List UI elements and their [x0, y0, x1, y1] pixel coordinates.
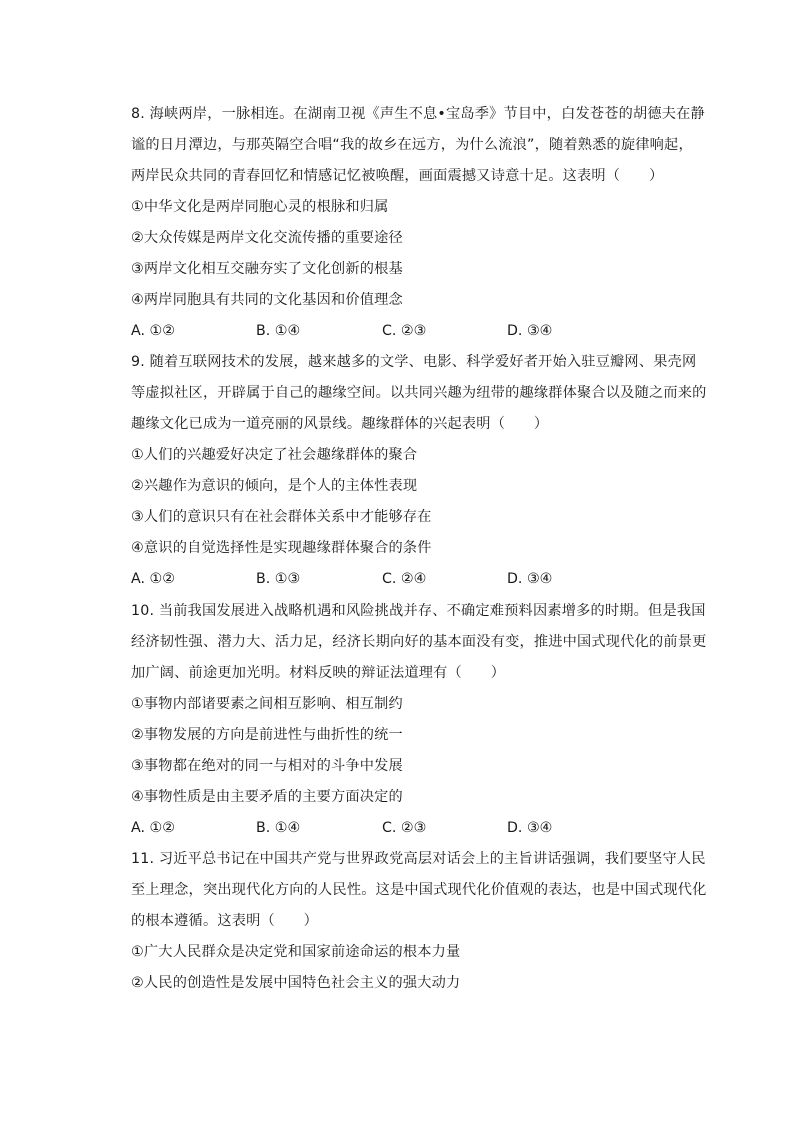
question-10-statement-2: ②事物发展的方向是前进性与曲折性的统一 [131, 727, 403, 743]
question-9-line-2: 等虚拟社区，开辟属于自己的趣缘空间。以共同兴趣为纽带的趣缘群体聚合以及随之而来的 [131, 385, 707, 401]
question-9-option-b: B. ①③ [256, 571, 301, 587]
question-8-statement-2: ②大众传媒是两岸文化交流传播的重要途径 [131, 230, 403, 246]
question-11-line-2: 至上理念，突出现代化方向的人民性。这是中国式现代化价值观的表达，也是中国式现代化 [131, 882, 707, 898]
question-11-statement-1: ①广大人民群众是决定党和国家前途命运的根本力量 [131, 944, 461, 960]
question-9-statement-3: ③人们的意识只有在社会群体关系中才能够存在 [131, 509, 432, 525]
question-10-statement-4: ④事物性质是由主要矛盾的主要方面决定的 [131, 789, 403, 805]
question-11-line-3: 的根本遵循。这表明（ ） [131, 913, 319, 929]
question-9-statement-2: ②兴趣作为意识的倾向，是个人的主体性表现 [131, 478, 418, 494]
question-10-statement-1: ①事物内部诸要素之间相互影响、相互制约 [131, 696, 403, 712]
question-8-statement-3: ③两岸文化相互交融夯实了文化创新的根基 [131, 261, 403, 277]
question-9-line-3: 趣缘文化已成为一道亮丽的风景线。趣缘群体的兴起表明（ ） [131, 416, 549, 432]
question-11-statement-2: ②人民的创造性是发展中国特色社会主义的强大动力 [131, 975, 461, 991]
question-8-option-b: B. ①④ [256, 323, 301, 339]
question-10-statement-3: ③事物都在绝对的同一与相对的斗争中发展 [131, 758, 403, 774]
question-10-option-c: C. ②③ [382, 820, 427, 836]
question-8-line-3: 两岸民众共同的青春回忆和情感记忆被唤醒，画面震撼又诗意十足。这表明（ ） [131, 168, 664, 184]
question-10-line-1: 10. 当前我国发展进入战略机遇和风险挑战并存、不确定难预料因素增多的时期。但是我国 [131, 603, 706, 619]
question-8-option-c: C. ②③ [382, 323, 427, 339]
question-8-option-a: A. ①② [131, 323, 175, 339]
question-11-line-1: 11. 习近平总书记在中国共产党与世界政党高层对话会上的主旨讲话强调，我们要坚守人民 [131, 851, 706, 867]
question-8-option-d: D. ③④ [507, 323, 553, 339]
question-10-option-b: B. ①④ [256, 820, 301, 836]
question-9-option-d: D. ③④ [507, 571, 553, 587]
question-8-line-2: 谧的日月潭边，与那英隔空合唱“我的故乡在远方，为什么流浪”，随着熟悉的旋律响起， [131, 137, 693, 153]
question-9-line-1: 9. 随着互联网技术的发展，越来越多的文学、电影、科学爱好者开始入驻豆瓣网、果壳网 [131, 354, 697, 370]
question-8-line-1: 8. 海峡两岸，一脉相连。在湖南卫视《声生不息•宝岛季》节目中，白发苍苍的胡德夫在静 [131, 106, 705, 122]
question-10-line-3: 加广阔、前途更加光明。材料反映的辩证法道理有（ ） [131, 665, 506, 681]
question-9-statement-4: ④意识的自觉选择性是实现趣缘群体聚合的条件 [131, 540, 432, 556]
question-10-option-a: A. ①② [131, 820, 175, 836]
question-9-option-a: A. ①② [131, 571, 175, 587]
question-9-option-c: C. ②④ [382, 571, 427, 587]
question-9-statement-1: ①人们的兴趣爱好决定了社会趣缘群体的聚合 [131, 447, 418, 463]
question-10-option-d: D. ③④ [507, 820, 553, 836]
question-10-line-2: 经济韧性强、潜力大、活力足，经济长期向好的基本面没有变，推进中国式现代化的前景更 [131, 634, 707, 650]
question-8-statement-1: ①中华文化是两岸同胞心灵的根脉和归属 [131, 199, 389, 215]
question-8-statement-4: ④两岸同胞具有共同的文化基因和价值理念 [131, 292, 403, 308]
